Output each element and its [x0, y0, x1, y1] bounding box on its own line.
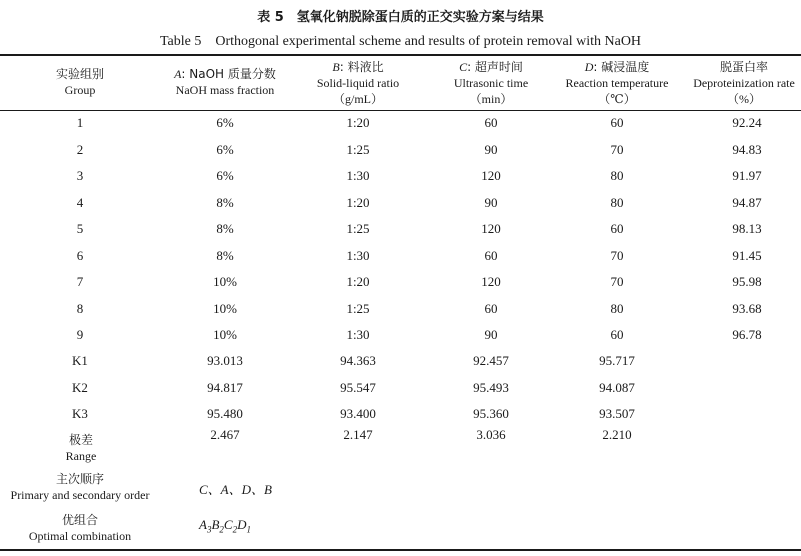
table-row: 9 10% 1:30 90 60 96.78 [76, 327, 762, 342]
table-caption-en: Table 5 Orthogonal experimental scheme and results of protein removal with NaOH [159, 34, 642, 49]
order-label: 主次顺序 Primary and secondary order [10, 472, 150, 502]
table-row: 2 6% 1:25 90 70 94.83 [76, 142, 762, 157]
optimal-value: $A_3B_2C_2D_1$ [199, 517, 251, 535]
order-value: C、A、D、B [199, 482, 272, 497]
k-row: K3 95.480 93.400 95.360 93.507 [72, 406, 635, 421]
table-row: 1 6% 1:20 60 60 92.24 [76, 115, 762, 130]
bottom-rule [0, 549, 801, 551]
k-row: K2 94.817 95.547 95.493 94.087 [72, 380, 635, 395]
header-factor-d: D: 碱浸温度 Reaction temperature （℃） [565, 60, 669, 106]
k-row: K1 93.013 94.363 92.457 95.717 [72, 353, 635, 368]
table-row: 8 10% 1:25 60 80 93.68 [76, 301, 762, 316]
header-rule [0, 110, 801, 111]
header-factor-a: A: NaOH 质量分数 NaOH mass fraction [174, 67, 276, 97]
range-row: 2.467 2.147 3.036 2.210 [210, 427, 632, 442]
header-group: 实验组别 Group [55, 67, 104, 97]
header-deproteinization-rate: 脱蛋白率 Deproteinization rate （%） [693, 60, 795, 106]
optimal-label: 优组合 Optimal combination [28, 513, 132, 543]
table-row: 7 10% 1:20 120 70 95.98 [76, 274, 762, 289]
range-label: 极差 Range [65, 433, 97, 463]
table-row: 5 8% 1:25 120 60 98.13 [76, 221, 762, 236]
table-caption-cn: 表 5 氢氧化钠脱除蛋白质的正交实验方案与结果 [257, 10, 544, 25]
table-row: 3 6% 1:30 120 80 91.97 [76, 168, 762, 183]
table-row: 6 8% 1:30 60 70 91.45 [76, 248, 762, 263]
header-factor-b: B: 料液比 Solid-liquid ratio （g/mL） [316, 60, 400, 106]
table-row: 4 8% 1:20 90 80 94.87 [76, 195, 762, 210]
header-factor-c: C: 超声时间 Ultrasonic time （min） [453, 60, 529, 106]
top-rule [0, 54, 801, 56]
